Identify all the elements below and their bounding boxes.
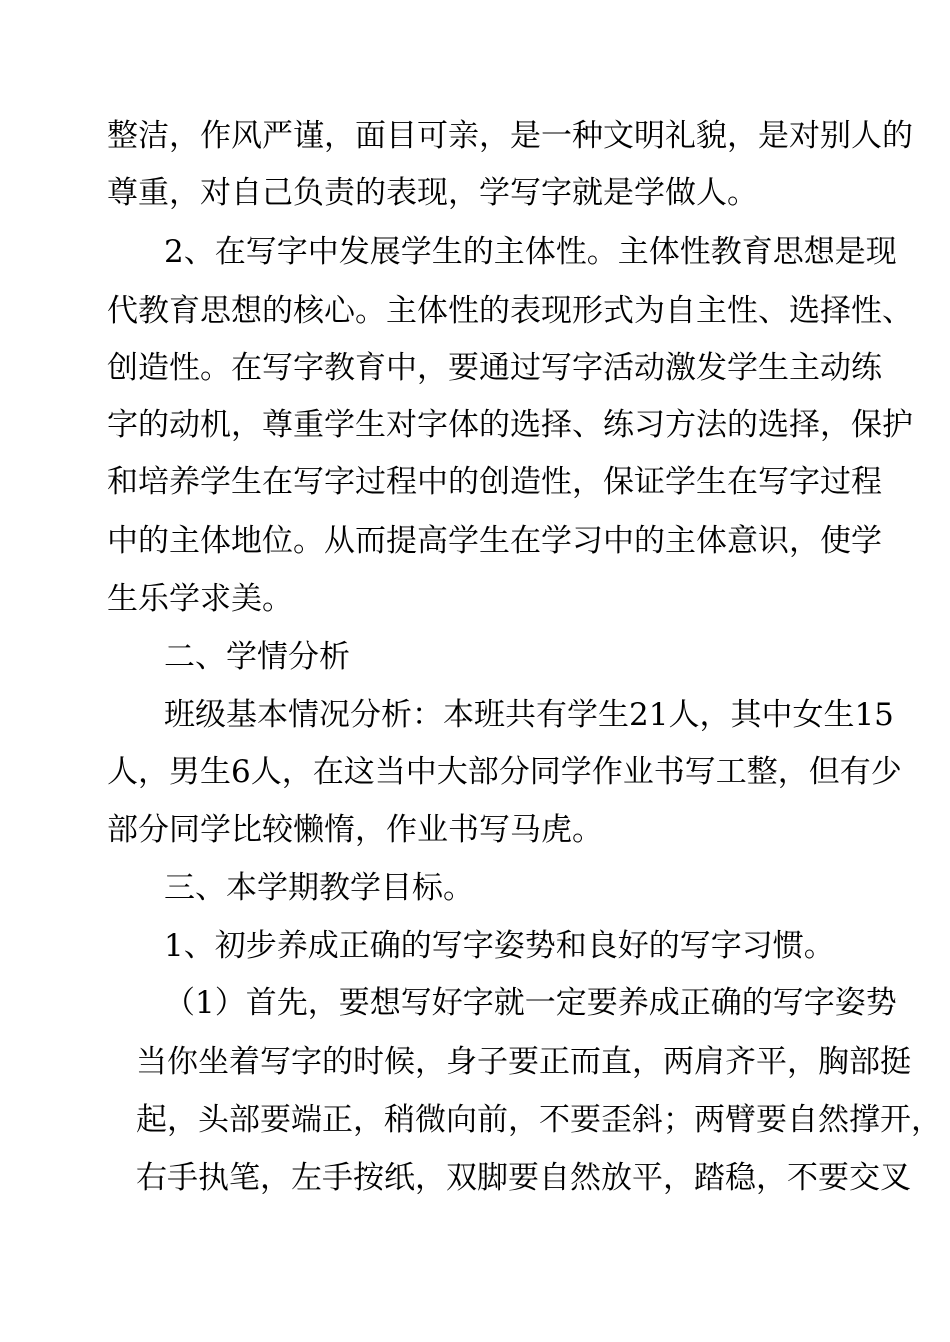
text-line: 尊重，对自己负责的表现，学写字就是学做人。 xyxy=(107,175,758,211)
text-line: 当 你 坐 着 写 字 的 时 候 ， 身 子 要 正 而 直 ， 两 肩 齐 平 ， 胸 部 挺 xyxy=(136,1044,911,1080)
section-heading: 二、学情分析 xyxy=(164,639,350,675)
text-line: 部分同学比较懒惰，作业书写马虎。 xyxy=(107,812,603,848)
text-line: 创 造 性 。 在 写 字 教 育 中 ， 要 通 过 写 字 活 动 激 发 学 生 主 动 练 xyxy=(107,350,882,386)
text-line: 右 手 执 笔 ， 左 手 按 纸 ， 双 脚 要 自 然 放 平 ， 踏 稳 ， 不 要 交 叉 xyxy=(136,1160,911,1196)
text-line: 起 ， 头 部 要 端 正 ， 稍 微 向 前 ， 不 要 歪 斜 ； 两 臂 要 自 然 撑 开 ， xyxy=(136,1102,942,1138)
text-line: （ 1 ） 首 先 ， 要 想 写 好 字 就 一 定 要 养 成 正 确 的 写 字 姿 势 xyxy=(164,985,897,1021)
text-line: 字 的 动 机 ， 尊 重 学 生 对 字 体 的 选 择 、 练 习 方 法 的 选 择 ， 保 护 xyxy=(107,407,913,443)
text-line: 整 洁 ， 作 风 严 谨 ， 面 目 可 亲 ， 是 一 种 文 明 礼 貌 ， 是 对 别 人 的 xyxy=(107,118,913,154)
text-line: 班 级 基 本 情 况 分 析 ： 本 班 共 有 学 生 21 人 ， 其 中 女 生 15 xyxy=(164,697,894,733)
text-line: 代 教 育 思 想 的 核 心 。 主 体 性 的 表 现 形 式 为 自 主 性 、 选 择 性 、 xyxy=(107,293,913,329)
text-line: 生乐学求美。 xyxy=(107,581,293,617)
text-line: 人 ， 男 生 6 人 ， 在 这 当 中 大 部 分 同 学 作 业 书 写 工 整 ， 但 有 少 xyxy=(107,754,902,790)
text-line: 1、初步养成正确的写字姿势和良好的写字习惯。 xyxy=(164,928,835,964)
text-line: 2 、 在 写 字 中 发 展 学 生 的 主 体 性 。 主 体 性 教 育 思 想 是 现 xyxy=(164,234,897,270)
section-heading: 三、本学期教学目标。 xyxy=(164,870,474,906)
text-line: 中 的 主 体 地 位 。 从 而 提 高 学 生 在 学 习 中 的 主 体 意 识 ， 使 学 xyxy=(107,523,882,559)
text-line: 和 培 养 学 生 在 写 字 过 程 中 的 创 造 性 ， 保 证 学 生 在 写 字 过 程 xyxy=(107,464,882,500)
